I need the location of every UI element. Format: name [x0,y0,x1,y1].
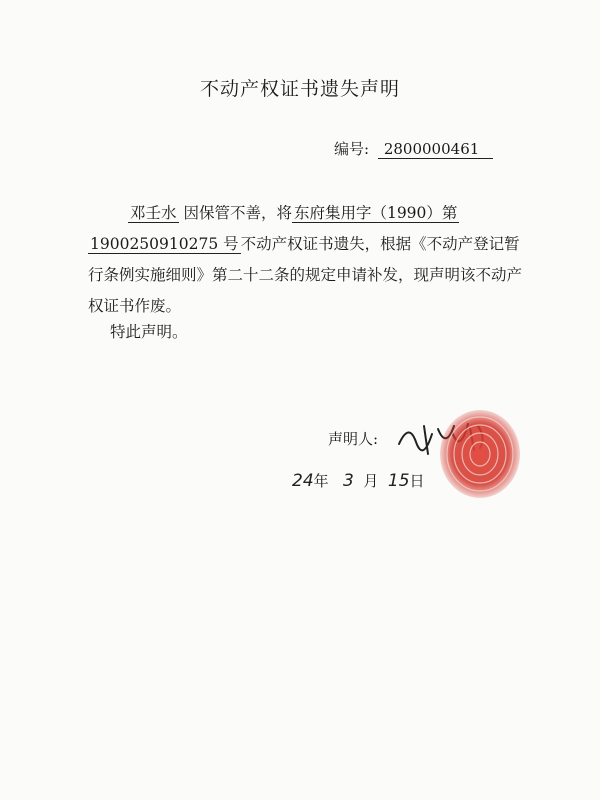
certificate-prefix: 东府集用字（1990）第 [293,204,458,222]
declaration-body [88,198,528,322]
year-label: 年 [313,472,329,490]
date-day: 15 [387,471,410,491]
document-number [334,138,493,159]
body-text-2: 不动产权证书遗失，根据《不动产登记暂行条例实施细则》第二十二条的规定申请补发，现声明该不动产权证书作废。 [88,235,523,315]
closing-statement: 特此声明。 [110,323,188,341]
month-label: 月 [363,472,379,490]
signature-label: 声明人: [328,430,379,448]
number-value: 2800000461 [378,140,493,159]
document-title: 不动产权证书遗失声明 [199,78,400,100]
number-label: 编号: [334,140,370,158]
signature-row [328,428,378,449]
declarant-name: 邓壬水 [130,204,177,222]
date-month: 3 [342,471,354,491]
day-label: 日 [409,472,425,490]
certificate-number: 1900250910275 号 [90,235,239,253]
date-year: 24 [292,471,314,491]
red-seal [430,404,530,504]
body-text-1: 因保管不善，将 [178,204,292,222]
date-row [292,470,425,491]
